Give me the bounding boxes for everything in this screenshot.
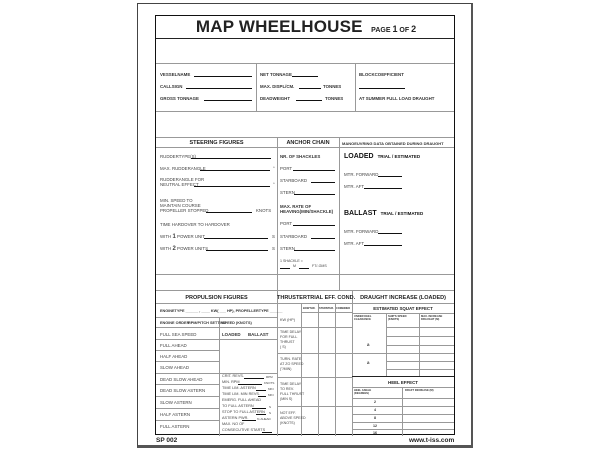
divider xyxy=(355,63,356,111)
divider xyxy=(352,353,454,354)
divider xyxy=(156,420,219,421)
divider xyxy=(277,406,352,407)
heel-row: 16 xyxy=(373,431,377,435)
divider xyxy=(386,336,454,337)
divider xyxy=(156,274,454,275)
order-half-ahead: HALF AHEAD xyxy=(160,354,188,359)
heel-row: 2 xyxy=(374,400,376,404)
heaving-stern-field[interactable] xyxy=(294,250,335,251)
ruddertype-field[interactable] xyxy=(191,158,271,159)
shackles-label: NR. OF SHACKLES xyxy=(280,154,321,159)
unit-label: % AHEAD xyxy=(257,417,271,421)
consecutive-starts-label: CONSECUTIVE STARTS xyxy=(222,428,266,432)
ballast-aft-field[interactable] xyxy=(364,245,402,246)
divider xyxy=(386,369,454,370)
crit-revs-label: CRIT. REVS. xyxy=(222,374,244,378)
divider xyxy=(352,398,454,399)
order-slow-ahead: SLOW AHEAD xyxy=(160,365,190,370)
divider xyxy=(352,387,454,388)
vesselname-field[interactable] xyxy=(194,76,252,77)
unit-label: ° xyxy=(273,182,275,187)
divider xyxy=(335,303,336,436)
page-indicator: PAGE 1 OF 2 xyxy=(371,24,417,34)
stop-to-full-astern-label: STOP TO FULL ASTERN xyxy=(222,410,265,414)
squat-row-marker: a xyxy=(367,342,370,347)
crit-revs-field[interactable] xyxy=(244,378,264,379)
divider xyxy=(277,327,352,328)
thruster-label: NOT EFF. xyxy=(280,411,296,415)
divider xyxy=(156,111,454,112)
time-lim-min-revs-label: TIME LIM. MIN REVS. xyxy=(222,392,260,396)
order-half-astern: HALF ASTERN xyxy=(160,412,191,417)
divider xyxy=(352,429,454,430)
unit-label: S xyxy=(272,246,275,251)
unit-label: KNOTS xyxy=(256,208,272,213)
squat-row-marker: a xyxy=(367,360,370,365)
ship-speed-col: SHIP'S SPEED (KNOTS) xyxy=(388,315,407,322)
unit-label: TONNES xyxy=(323,84,342,89)
order-slow-astern: SLOW ASTERN xyxy=(160,400,192,405)
unit-label: M xyxy=(293,264,296,268)
astern-pwr-field[interactable] xyxy=(242,420,256,421)
heel-row: 8 xyxy=(374,416,376,420)
divider xyxy=(352,376,454,377)
steering-header: STEERING FIGURES xyxy=(189,140,244,146)
divider xyxy=(352,313,454,314)
blockcoefficient-label: BLOCKCOEFFICIENT xyxy=(359,72,404,77)
shackle-m-field[interactable] xyxy=(280,268,290,269)
gross-tonnage-field[interactable] xyxy=(204,100,252,101)
max-rudderangle-label: MAX. RUDDERANGLE xyxy=(160,166,206,171)
anchor-port-field[interactable] xyxy=(293,170,335,171)
ballast-fwd-label: MTR. FORWARD xyxy=(344,229,379,234)
one-power-unit-field[interactable] xyxy=(204,238,268,239)
anchor-starboard-field[interactable] xyxy=(311,182,335,183)
thruster-label: TO REV. xyxy=(280,387,294,391)
divider xyxy=(386,327,454,328)
summer-draught-label: AT SUMMER FULL LOAD DRAUGHT xyxy=(359,96,435,101)
heaving-label: MAX. RATE OF xyxy=(280,204,312,209)
divider xyxy=(156,396,219,397)
loaded-col-header: LOADED xyxy=(222,332,241,337)
divider xyxy=(156,350,219,351)
max-displ-field[interactable] xyxy=(299,88,321,89)
unit-label: RPM xyxy=(266,375,273,379)
ruddertype-label: RUDDERTYPE(S) xyxy=(160,154,197,159)
divider xyxy=(156,303,277,304)
max-displ-label: MAX. DISPL/CM. xyxy=(260,84,295,89)
stern-thruster-col: STERNTHR. xyxy=(319,307,334,310)
neutral-rudder-field[interactable] xyxy=(194,186,270,187)
divider xyxy=(156,137,454,138)
speed-header: SPEED (KNOTS) xyxy=(222,321,252,325)
heaving-starboard-label: STARBOARD xyxy=(280,234,307,239)
divider xyxy=(156,339,277,340)
vesselname-label: VESSELNAME xyxy=(160,72,191,77)
deadweight-field[interactable] xyxy=(296,100,322,101)
divider xyxy=(352,422,454,423)
divider xyxy=(156,290,454,291)
deadweight-label: DEADWEIGHT xyxy=(260,96,291,101)
order-dead-slow-astern: DEAD SLOW ASTERN xyxy=(160,388,206,393)
divider xyxy=(277,137,278,290)
emerg-full-astern-field[interactable] xyxy=(252,408,266,409)
rpm-header: RPM/PITCH SETTING xyxy=(188,321,227,325)
min-speed-label: MIN. SPEED TO xyxy=(160,198,193,203)
time-lim-astern-label: TIME LIM. ASTERN xyxy=(222,386,256,390)
divider xyxy=(318,303,319,436)
emerg-full-ahead-label: EMERG. FULL AHEAD xyxy=(222,398,262,402)
divider xyxy=(352,414,454,415)
min-rpm-field[interactable] xyxy=(238,384,262,385)
divider xyxy=(277,303,352,304)
one-power-unit-label: WITH 1 POWER UNIT xyxy=(160,234,206,240)
neutral-rudder-label-2: NEUTRAL EFFECT xyxy=(160,182,199,187)
anchor-header: ANCHOR CHAIN xyxy=(286,140,330,146)
hardover-label: TIME HARDOVER TO HARDOVER xyxy=(160,222,230,227)
divider xyxy=(156,408,219,409)
thruster-label: THRUST xyxy=(280,340,295,344)
bow-thruster-col: BOWTHR. xyxy=(303,307,316,310)
order-full-astern: FULL ASTERN xyxy=(160,424,190,429)
divider xyxy=(339,137,340,290)
thruster-label: ABOVE SPEED xyxy=(280,416,306,420)
anchor-stern-field[interactable] xyxy=(294,194,335,195)
heel-row: 12 xyxy=(373,424,377,428)
unit-label: S xyxy=(269,405,272,409)
unit-label: S xyxy=(269,411,272,415)
divider xyxy=(352,303,454,304)
two-power-units-label: WITH 2 POWER UNITS xyxy=(160,246,209,252)
anchor-stern-label: STERN xyxy=(280,190,295,195)
unit-label: ° xyxy=(273,166,275,171)
ukc-col: UNDER KEEL CLEARANCE xyxy=(354,315,372,322)
order-dead-slow-ahead: DEAD SLOW AHEAD xyxy=(160,377,203,382)
gross-tonnage-label: GROSS TONNAGE xyxy=(160,96,199,101)
heaving-label-2: HEAVING(MIN/SHACKLE) xyxy=(280,209,334,214)
divider xyxy=(386,345,454,346)
divider xyxy=(156,38,454,39)
divider xyxy=(386,361,454,362)
website-link[interactable]: www.t-iss.com xyxy=(409,437,455,444)
divider xyxy=(277,353,352,354)
unit-label: MIN xyxy=(268,393,274,397)
divider xyxy=(352,406,454,407)
shackle-note: 1 SHACKLE = xyxy=(280,259,303,263)
loaded-aft-field[interactable] xyxy=(364,188,402,189)
combined-col: COMBINED xyxy=(336,307,351,310)
propulsion-header: PROPULSION FIGURES xyxy=(185,295,248,301)
loaded-fwd-field[interactable] xyxy=(378,176,402,177)
max-starts-label: MAX. NO OF xyxy=(222,422,245,426)
shackle-ft-field[interactable] xyxy=(299,268,309,269)
heel-angle-col: HEEL ANGLE (DEGREES) xyxy=(354,389,372,396)
thruster-label: TIME DELAY xyxy=(280,330,302,334)
thruster-label: FULL THRUST xyxy=(280,392,305,396)
order-full-sea-speed: FULL SEA SPEED xyxy=(160,332,197,337)
divider xyxy=(156,63,454,64)
net-tonnage-label: NET TONNAGE xyxy=(260,72,292,77)
min-rpm-label: MIN. RPM xyxy=(222,380,240,384)
order-full-ahead: FULL AHEAD xyxy=(160,343,187,348)
heaving-starboard-field[interactable] xyxy=(311,238,335,239)
title-text: MAP WHEELHOUSE xyxy=(195,17,363,36)
heel-header: HEEL EFFECT xyxy=(388,380,418,385)
thruster-label: AT ZO SPEED xyxy=(280,362,304,366)
divider xyxy=(277,377,352,378)
manoeuvring-header: MANOEUVRING DATA OBTAINED DURING DRAUGHT xyxy=(342,141,444,146)
callsign-field[interactable] xyxy=(186,88,252,89)
engine-order-header: ENGINE ORDER xyxy=(160,321,190,325)
ballast-heading: BALLAST TRIAL / ESTIMATED xyxy=(344,210,424,217)
loaded-aft-label: MTR. AFT xyxy=(344,184,364,189)
thruster-kw-label: KW (HP) xyxy=(280,318,295,322)
thruster-label: TIME DELAY xyxy=(280,382,302,386)
ballast-aft-label: MTR. AFT xyxy=(344,241,364,246)
divider xyxy=(156,373,277,374)
thruster-label: (MIN S) xyxy=(280,397,293,401)
max-draught-col: MAX. INCREASE DRAUGHT (M) xyxy=(421,315,443,322)
divider xyxy=(301,312,352,313)
form-code: SP 002 xyxy=(156,437,178,444)
ballast-fwd-field[interactable] xyxy=(378,233,402,234)
unit-label: FT/-GMS xyxy=(312,264,327,268)
unit-label: S xyxy=(272,234,275,239)
thruster-header: THRUSTERTRIAL EFF. COND. xyxy=(277,295,356,301)
neutral-rudder-label: RUDDERANGLE FOR xyxy=(160,177,205,182)
heel-row: 4 xyxy=(374,408,376,412)
heaving-port-field[interactable] xyxy=(293,225,335,226)
draught-header: DRAUGHT INCREASE (LOADED) xyxy=(360,295,446,301)
stop-to-full-astern-field[interactable] xyxy=(256,414,266,415)
thruster-label: FOR FULL xyxy=(280,335,298,339)
squat-header: ESTIMATED SQUAT EFFECT xyxy=(373,306,433,311)
loaded-heading: LOADED TRIAL / ESTIMATED xyxy=(344,153,421,160)
divider xyxy=(156,317,277,318)
min-speed-label-3: PROPELLER STOPPED xyxy=(160,208,209,213)
anchor-port-label: PORT xyxy=(280,166,293,171)
divider xyxy=(256,63,257,111)
divider xyxy=(156,384,219,385)
loaded-fwd-label: MTR. FORWARD xyxy=(344,172,379,177)
thruster-label: TURN. RATE xyxy=(280,357,302,361)
thruster-label: (KNOTS) xyxy=(280,421,295,425)
time-lim-min-revs-field[interactable] xyxy=(258,396,266,397)
heaving-port-label: PORT xyxy=(280,221,293,226)
unit-label: TONNES xyxy=(325,96,344,101)
heaving-stern-label: STERN xyxy=(280,246,295,251)
engine-type-row: ENGINETYPE ______ , ____ KW( ___ HP), PROPELLERTYPE ______ xyxy=(160,309,283,313)
time-lim-astern-field[interactable] xyxy=(256,390,266,391)
astern-pwr-label: ASTERN PWR. xyxy=(222,416,249,420)
divider xyxy=(156,327,277,328)
consecutive-starts-field[interactable] xyxy=(262,432,272,433)
min-speed-label-2: MAINTAIN COURSE xyxy=(160,203,201,208)
net-tonnage-field[interactable] xyxy=(292,76,318,77)
callsign-label: CALLSIGN xyxy=(160,84,183,89)
wheelhouse-poster-form xyxy=(155,15,455,435)
ballast-col-header: BALLAST xyxy=(248,332,269,337)
min-speed-field[interactable] xyxy=(206,212,252,213)
divider xyxy=(156,147,454,148)
unit-label: KNOTS xyxy=(264,381,275,385)
max-rudderangle-field[interactable] xyxy=(200,170,270,171)
blockcoefficient-field[interactable] xyxy=(359,88,405,89)
page-title xyxy=(156,16,456,38)
two-power-units-field[interactable] xyxy=(206,250,268,251)
draft-increase-col: DRAFT INCREASE (M) xyxy=(405,389,434,392)
divider xyxy=(156,361,219,362)
thruster-label: ( S) xyxy=(280,345,286,349)
to-full-astern-label: TO FULL ASTERN xyxy=(222,404,254,408)
divider xyxy=(219,317,220,436)
unit-label: MIN xyxy=(268,387,274,391)
thruster-label: (°/MIN) xyxy=(280,367,292,371)
anchor-starboard-label: STARBOARD xyxy=(280,178,307,183)
